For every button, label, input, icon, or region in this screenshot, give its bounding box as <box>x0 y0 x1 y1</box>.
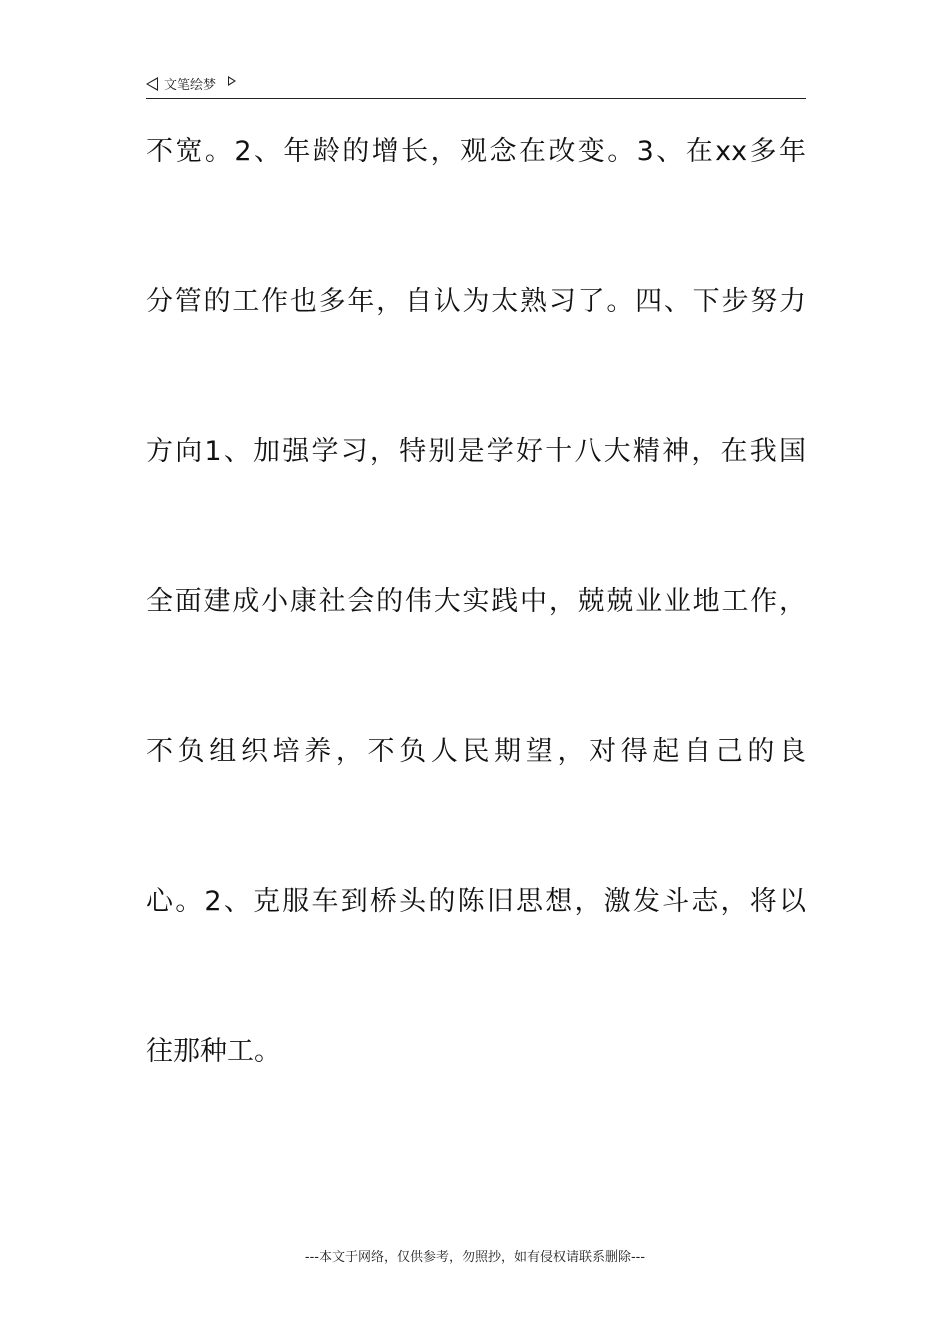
body-line: 往那种工。 <box>146 1036 281 1067</box>
left-triangle-icon <box>146 77 158 91</box>
header-label: 文笔绘梦 <box>164 78 217 93</box>
document-body <box>146 128 806 1178</box>
header-brand <box>146 74 236 93</box>
body-line: 方向1、加强学习，特别是学好十八大精神，在我国 <box>146 436 806 467</box>
body-line: 不宽。2、年龄的增长，观念在改变。3、在xx多年 <box>146 136 806 167</box>
body-line: 分管的工作也多年，自认为太熟习了。四、下步努力 <box>146 286 806 317</box>
right-triangle-icon <box>228 76 236 86</box>
body-line: 不负组织培养，不负人民期望，对得起自己的良 <box>146 736 806 767</box>
page-header <box>146 72 806 99</box>
body-line: 全面建成小康社会的伟大实践中，兢兢业业地工作， <box>146 586 806 617</box>
page-footer: ---本文于网络，仅供参考，勿照抄，如有侵权请联系删除--- <box>304 1250 646 1265</box>
body-line: 心。2、克服车到桥头的陈旧思想，激发斗志，将以 <box>146 886 806 917</box>
